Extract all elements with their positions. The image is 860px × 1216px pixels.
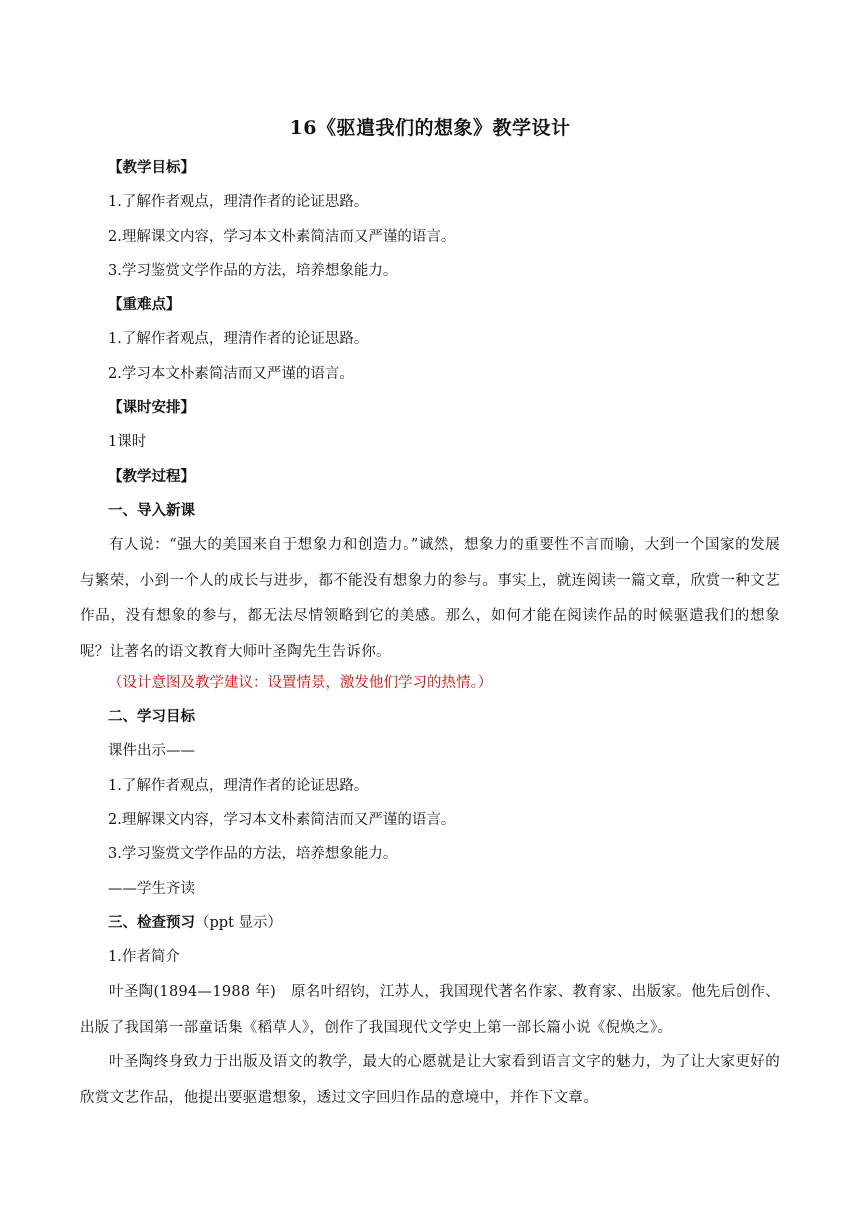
process-heading: 【教学过程】 [108,469,195,485]
part1-heading: 一、导入新课 [108,503,195,519]
part2-heading: 二、学习目标 [108,709,195,725]
part2-goal-1: 1.了解作者观点，理清作者的论证思路。 [108,778,369,794]
schedule-text: 1课时 [108,434,147,450]
goal-item-1: 1.了解作者观点，理清作者的论证思路。 [108,194,369,210]
author-mission-paragraph: 叶圣陶终身致力于出版及语文的教学，最大的心愿就是让大家看到语言文字的魅力，为了让大家更好的欣赏文艺作品，他提出要驱遣想象，透过文字回归作品的意境中，并作下文章。 [80,1054,780,1106]
part2-goal-2: 2.理解课文内容，学习本文朴素简洁而又严谨的语言。 [108,812,456,828]
key-points-heading: 【重难点】 [108,297,181,313]
part3-heading: 三、检查预习 [108,915,195,931]
schedule-heading: 【课时安排】 [108,400,195,416]
goal-item-3: 3.学习鉴赏文学作品的方法，培养想象能力。 [108,263,398,279]
author-bio-paragraph: 叶圣陶(1894—1988 年) 原名叶绍钧，江苏人，我国现代著名作家、教育家、出版家。他先后创作、出版了我国第一部童话集《稻草人》，创作了我国现代文学史上第一部长篇小说《倪焕之》。 [80,984,780,1036]
part2-goal-3: 3.学习鉴赏文学作品的方法，培养想象能力。 [108,846,398,862]
part3-heading-line [108,913,282,933]
key-point-2: 2.学习本文朴素简洁而又严谨的语言。 [108,366,354,382]
part2-intro: 课件出示—— [108,743,195,759]
part1-paragraph: 有人说：“强大的美国来自于想象力和创造力。”诚然，想象力的重要性不言而喻，大到一个国家的发展与繁荣，小到一个人的成长与进步，都不能没有想象力的参与。事实上，就连阅读一篇文章，欣赏一种文艺作品，没有想象的参与，都无法尽情领略到它的美感。那么，如何才能在阅读作品的时候驱遣我们的想象呢？让著名的语文教育大师叶圣陶先生告诉你。 [80,537,780,660]
design-note: （设计意图及教学建议：设置情景，激发他们学习的热情。） [108,675,493,691]
goal-item-2: 2.理解课文内容，学习本文朴素简洁而又严谨的语言。 [108,229,456,245]
part3-heading-suffix: （ppt 显示） [195,915,282,931]
document-title: 16《驱遣我们的想象》教学设计 [289,117,571,139]
part3-subheading: 1.作者简介 [108,949,180,965]
part2-outro: ——学生齐读 [108,881,195,897]
key-point-1: 1.了解作者观点，理清作者的论证思路。 [108,331,369,347]
goals-heading: 【教学目标】 [108,160,195,176]
